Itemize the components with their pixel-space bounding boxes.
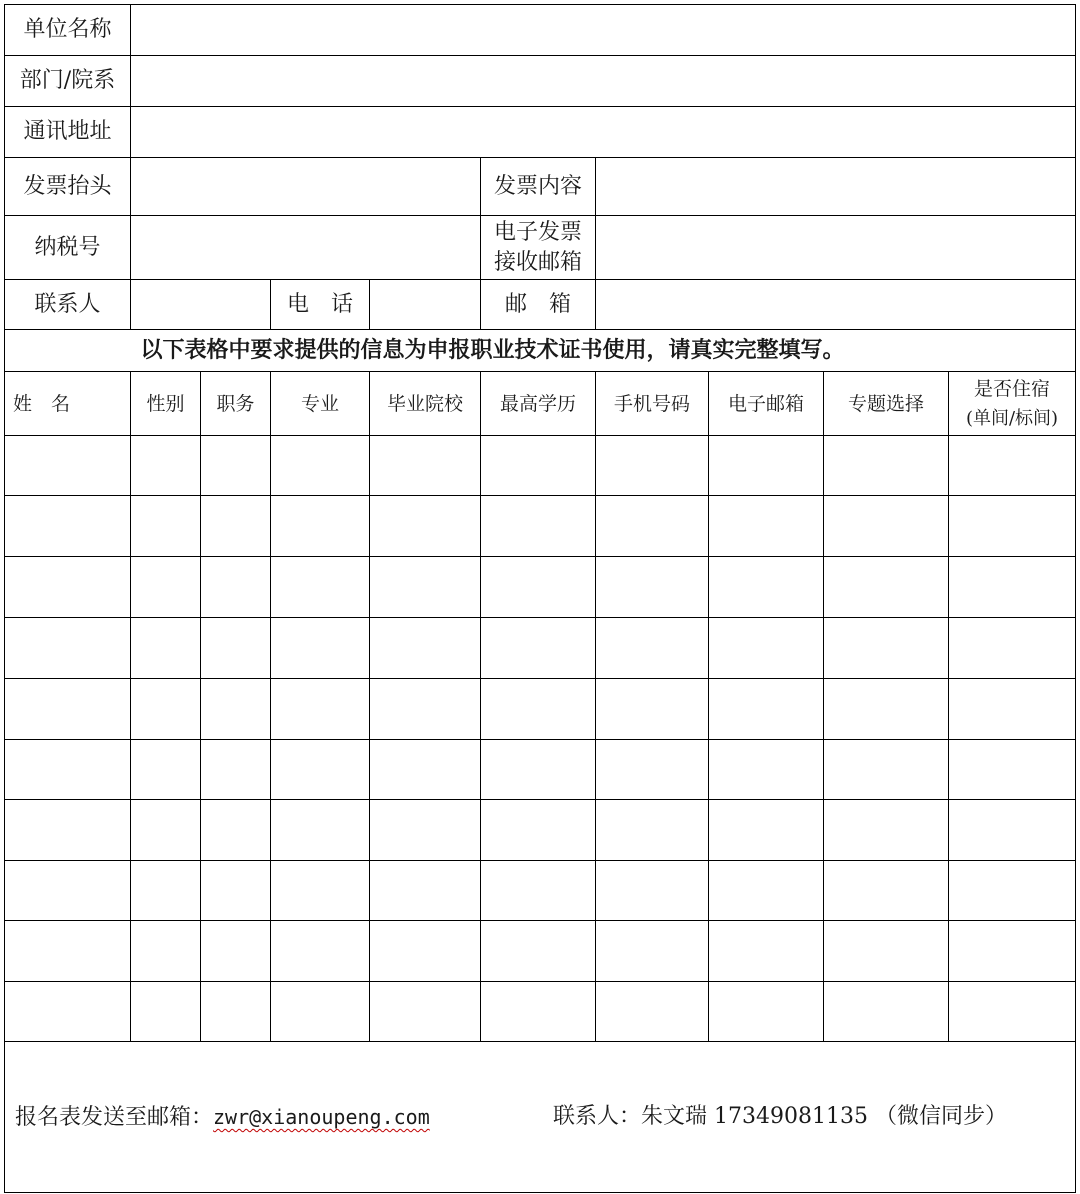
- cell-name[interactable]: [5, 861, 131, 921]
- table-row: [5, 800, 1076, 861]
- cell-topic[interactable]: [824, 496, 949, 557]
- cell-lodging[interactable]: [949, 679, 1076, 740]
- cell-education[interactable]: [481, 496, 596, 557]
- cell-gender[interactable]: [131, 921, 201, 982]
- cell-topic[interactable]: [824, 800, 949, 861]
- cell-mobile[interactable]: [596, 496, 709, 557]
- cell-education[interactable]: [481, 861, 596, 921]
- cell-education[interactable]: [481, 982, 596, 1042]
- label-department: 部门/院系: [5, 56, 131, 107]
- label-contact: 联系人: [5, 280, 131, 330]
- label-unit-name: 单位名称: [5, 5, 131, 56]
- cell-major[interactable]: [271, 436, 370, 496]
- label-phone: 电 话: [271, 280, 370, 330]
- cell-gender[interactable]: [131, 800, 201, 861]
- field-phone[interactable]: [370, 280, 481, 330]
- col-header-position: 职务: [201, 372, 271, 436]
- cell-education[interactable]: [481, 800, 596, 861]
- notice-text: 以下表格中要求提供的信息为申报职业技术证书使用，请真实完整填写。: [131, 330, 1076, 372]
- cell-school[interactable]: [370, 496, 481, 557]
- label-address: 通讯地址: [5, 107, 131, 158]
- cell-mobile[interactable]: [596, 436, 709, 496]
- table-row: [5, 618, 1076, 679]
- cell-school[interactable]: [370, 679, 481, 740]
- cell-school[interactable]: [370, 921, 481, 982]
- cell-major[interactable]: [271, 496, 370, 557]
- cell-education[interactable]: [481, 921, 596, 982]
- cell-topic[interactable]: [824, 436, 949, 496]
- cell-lodging[interactable]: [949, 982, 1076, 1042]
- cell-education[interactable]: [481, 436, 596, 496]
- field-e-invoice-mailbox[interactable]: [596, 216, 1076, 280]
- cell-name[interactable]: [5, 740, 131, 800]
- cell-education[interactable]: [481, 679, 596, 740]
- cell-lodging[interactable]: [949, 618, 1076, 679]
- cell-name[interactable]: [5, 982, 131, 1042]
- cell-email[interactable]: [709, 618, 824, 679]
- cell-topic[interactable]: [824, 861, 949, 921]
- cell-lodging[interactable]: [949, 921, 1076, 982]
- cell-school[interactable]: [370, 618, 481, 679]
- field-contact[interactable]: [131, 280, 271, 330]
- cell-email[interactable]: [709, 436, 824, 496]
- cell-education[interactable]: [481, 618, 596, 679]
- cell-school[interactable]: [370, 557, 481, 618]
- cell-mobile[interactable]: [596, 740, 709, 800]
- cell-gender[interactable]: [131, 982, 201, 1042]
- cell-position[interactable]: [201, 679, 271, 740]
- cell-major[interactable]: [271, 800, 370, 861]
- label-tax-id: 纳税号: [5, 216, 131, 280]
- cell-email[interactable]: [709, 800, 824, 861]
- cell-mobile[interactable]: [596, 557, 709, 618]
- cell-gender[interactable]: [131, 436, 201, 496]
- field-unit-name[interactable]: [131, 5, 1076, 56]
- cell-mobile[interactable]: [596, 921, 709, 982]
- label-invoice-title: 发票抬头: [5, 158, 131, 216]
- cell-gender[interactable]: [131, 679, 201, 740]
- footer-contact-label: 联系人：朱文瑞: [553, 1104, 708, 1129]
- footer-send-label: 报名表发送至邮箱：: [15, 1105, 214, 1130]
- cell-mobile[interactable]: [596, 618, 709, 679]
- cell-topic[interactable]: [824, 921, 949, 982]
- cell-name[interactable]: [5, 921, 131, 982]
- cell-position[interactable]: [201, 861, 271, 921]
- footer-contact-phone: 17349081135: [714, 1104, 868, 1129]
- col-header-education: 最高学历: [481, 372, 596, 436]
- cell-lodging[interactable]: [949, 436, 1076, 496]
- cell-topic[interactable]: [824, 618, 949, 679]
- footer-send: [15, 1102, 430, 1133]
- footer-wrap: [5, 1042, 1075, 1192]
- cell-major[interactable]: [271, 557, 370, 618]
- col-header-gender: 性别: [131, 372, 201, 436]
- footer-contact-note: （微信同步）: [874, 1104, 1007, 1129]
- cell-email[interactable]: [709, 740, 824, 800]
- col-header-major: 专业: [271, 372, 370, 436]
- field-invoice-content[interactable]: [596, 158, 1076, 216]
- cell-school[interactable]: [370, 861, 481, 921]
- cell-major[interactable]: [271, 618, 370, 679]
- table-row: [5, 921, 1076, 982]
- cell-school[interactable]: [370, 436, 481, 496]
- field-address[interactable]: [131, 107, 1076, 158]
- label-e-invoice-line1: 电子发票: [493, 219, 582, 245]
- cell-lodging[interactable]: [949, 800, 1076, 861]
- table-row: [5, 496, 1076, 557]
- cell-topic[interactable]: [824, 982, 949, 1042]
- cell-position[interactable]: [201, 557, 271, 618]
- cell-topic[interactable]: [824, 679, 949, 740]
- cell-position[interactable]: [201, 982, 271, 1042]
- col-header-lodging: [949, 372, 1076, 436]
- cell-email[interactable]: [709, 557, 824, 618]
- cell-major[interactable]: [271, 679, 370, 740]
- cell-mobile[interactable]: [596, 800, 709, 861]
- table-row: [5, 861, 1076, 921]
- cell-email[interactable]: [709, 861, 824, 921]
- table-row: [5, 557, 1076, 618]
- col-header-mobile: 手机号码: [596, 372, 709, 436]
- row-invoice: [5, 158, 1076, 216]
- field-department[interactable]: [131, 56, 1076, 107]
- cell-lodging[interactable]: [949, 861, 1076, 921]
- cell-position[interactable]: [201, 740, 271, 800]
- cell-name[interactable]: [5, 436, 131, 496]
- label-mailbox: 邮 箱: [481, 280, 596, 330]
- row-address: [5, 107, 1076, 158]
- row-contact: [5, 280, 1076, 330]
- table-row: [5, 679, 1076, 740]
- registration-form: [4, 4, 1075, 1190]
- field-mailbox[interactable]: [596, 280, 1076, 330]
- row-footer: [5, 1042, 1076, 1193]
- cell-gender[interactable]: [131, 496, 201, 557]
- cell-position[interactable]: [201, 800, 271, 861]
- footer-cell: [5, 1042, 1076, 1193]
- cell-email[interactable]: [709, 679, 824, 740]
- cell-major[interactable]: [271, 861, 370, 921]
- row-notice: [5, 330, 1076, 372]
- field-tax-id[interactable]: [131, 216, 481, 280]
- cell-major[interactable]: [271, 921, 370, 982]
- cell-gender[interactable]: [131, 861, 201, 921]
- footer-contact: [553, 1102, 1007, 1132]
- col-header-lodging-line2: (单间/标间): [965, 407, 1059, 429]
- cell-name[interactable]: [5, 800, 131, 861]
- cell-school[interactable]: [370, 740, 481, 800]
- cell-email[interactable]: [709, 982, 824, 1042]
- row-unit-name: [5, 5, 1076, 56]
- cell-major[interactable]: [271, 740, 370, 800]
- cell-lodging[interactable]: [949, 496, 1076, 557]
- cell-gender[interactable]: [131, 618, 201, 679]
- registration-table: [4, 4, 1076, 1193]
- col-header-school: 毕业院校: [370, 372, 481, 436]
- cell-gender[interactable]: [131, 740, 201, 800]
- table-row: [5, 740, 1076, 800]
- col-header-name: 姓 名: [5, 372, 131, 436]
- cell-topic[interactable]: [824, 740, 949, 800]
- cell-email[interactable]: [709, 921, 824, 982]
- cell-gender[interactable]: [131, 557, 201, 618]
- col-header-lodging-line1: 是否住宿: [974, 377, 1051, 400]
- cell-position[interactable]: [201, 496, 271, 557]
- cell-position[interactable]: [201, 436, 271, 496]
- cell-mobile[interactable]: [596, 679, 709, 740]
- row-column-headers: [5, 372, 1076, 436]
- cell-email[interactable]: [709, 496, 824, 557]
- col-header-topic: 专题选择: [824, 372, 949, 436]
- label-e-invoice-line2: 接收邮箱: [493, 249, 582, 275]
- cell-school[interactable]: [370, 800, 481, 861]
- footer-send-email[interactable]: zwr@xianoupeng.com: [213, 1105, 430, 1129]
- notice-spacer: [5, 330, 131, 372]
- cell-education[interactable]: [481, 740, 596, 800]
- label-e-invoice-mailbox: [481, 216, 596, 280]
- cell-lodging[interactable]: [949, 740, 1076, 800]
- cell-major[interactable]: [271, 982, 370, 1042]
- cell-name[interactable]: [5, 557, 131, 618]
- label-invoice-content: 发票内容: [481, 158, 596, 216]
- cell-mobile[interactable]: [596, 861, 709, 921]
- cell-position[interactable]: [201, 921, 271, 982]
- row-tax: [5, 216, 1076, 280]
- cell-position[interactable]: [201, 618, 271, 679]
- cell-education[interactable]: [481, 557, 596, 618]
- col-header-email: 电子邮箱: [709, 372, 824, 436]
- cell-name[interactable]: [5, 679, 131, 740]
- cell-name[interactable]: [5, 496, 131, 557]
- cell-topic[interactable]: [824, 557, 949, 618]
- cell-mobile[interactable]: [596, 982, 709, 1042]
- cell-school[interactable]: [370, 982, 481, 1042]
- field-invoice-title[interactable]: [131, 158, 481, 216]
- row-department: [5, 56, 1076, 107]
- cell-name[interactable]: [5, 618, 131, 679]
- table-row: [5, 436, 1076, 496]
- table-row: [5, 982, 1076, 1042]
- cell-lodging[interactable]: [949, 557, 1076, 618]
